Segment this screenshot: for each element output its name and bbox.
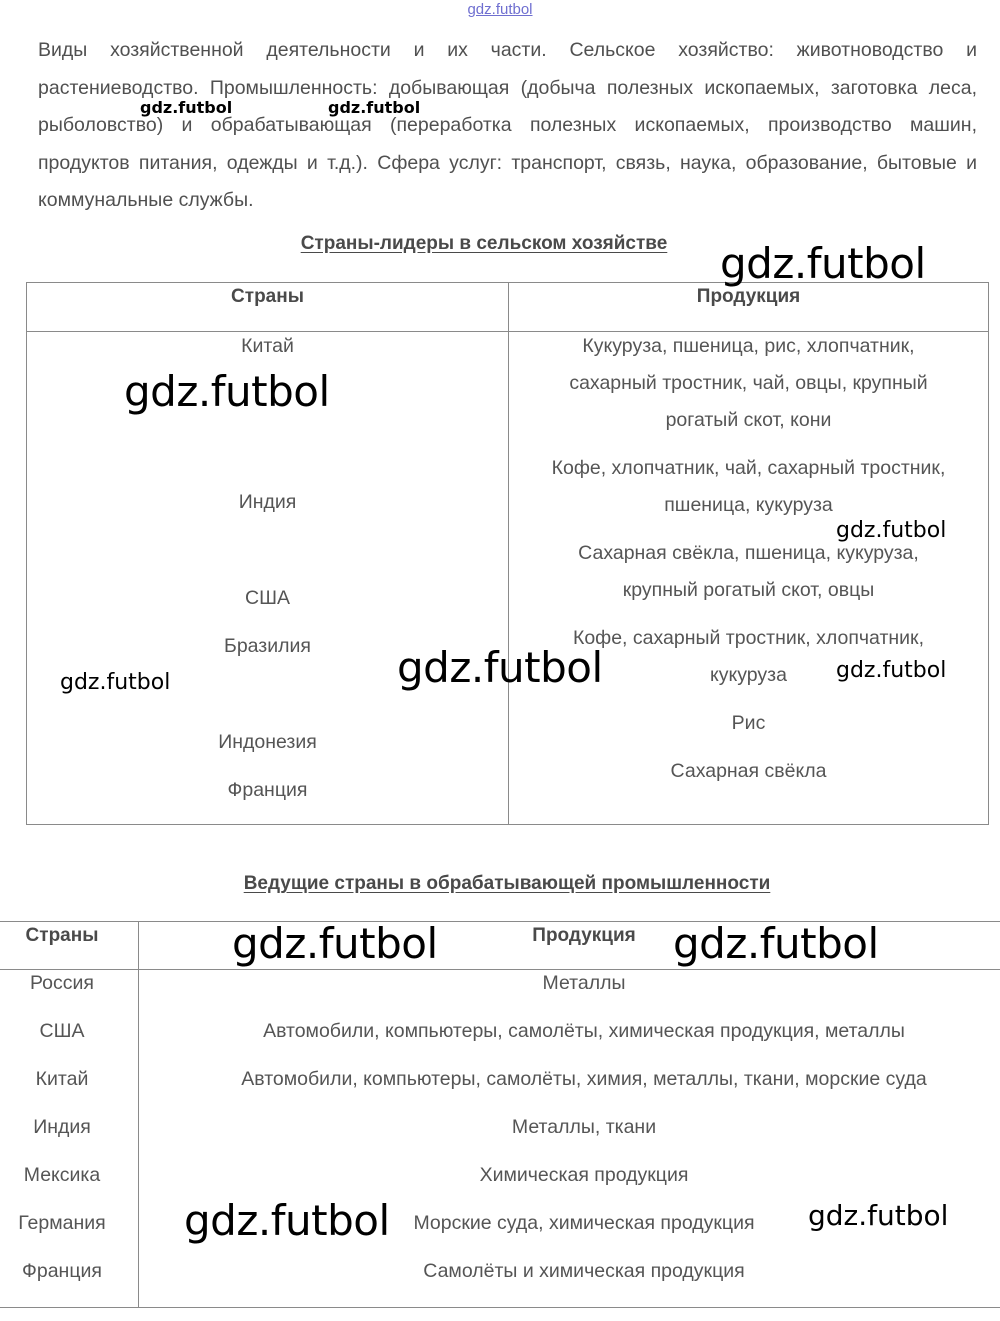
agriculture-product-line: Кофе, хлопчатник, чай, сахарный тростник, [551,457,946,479]
watermark: gdz.futbol [124,367,330,416]
agriculture-header-countries: Страны [231,286,304,307]
agriculture-product-line: сахарный тростник, чай, овцы, крупный [569,372,928,394]
industry-country: США [39,1020,85,1042]
agriculture-product-line: Кукуруза, пшеница, рис, хлопчатник, [582,335,915,357]
industry-product: Химическая продукция [479,1164,689,1186]
agriculture-product-line: Сахарная свёкла, пшеница, кукуруза, [578,542,919,564]
agriculture-product-line: Рис [731,712,766,734]
top-watermark-link[interactable]: gdz.futbol [467,1,533,18]
industry-table [0,921,1000,1308]
agriculture-product-line: пшеница, кукуруза [664,494,833,516]
agriculture-country: Индия [238,491,297,513]
industry-header-countries: Страны [25,925,99,946]
industry-country: Россия [30,972,94,994]
watermark: gdz.futbol [673,919,879,968]
watermark: gdz.futbol [808,1199,949,1232]
agriculture-product-line: Сахарная свёкла [670,760,827,782]
watermark: gdz.futbol [232,919,438,968]
industry-product: Металлы, ткани [511,1116,657,1138]
watermark: gdz.futbol [836,518,947,543]
watermark: gdz.futbol [60,670,171,695]
agriculture-product-line: Кофе, сахарный тростник, хлопчатник, [572,627,925,649]
agriculture-country: Индонезия [218,731,317,753]
watermark: gdz.futbol [836,658,947,683]
industry-product: Самолёты и химическая продукция [423,1260,745,1282]
industry-country: Китай [35,1068,89,1090]
agriculture-product-line: крупный рогатый скот, овцы [622,579,875,601]
industry-product: Автомобили, компьютеры, самолёты, химическая продукция, металлы [263,1020,905,1042]
intro-paragraph: Виды хозяйственной деятельности и их части. Сельское хозяйство: животноводство и растениеводство. Промышленность: добывающая (добыча полезных ископаемых, заготовка леса, рыболовство) и обрабатывающая (переработка полезных ископаемых, производство машин, продуктов питания, одежды и т.д.). Сфера услуг: транспорт, связь, наука, образование, бытовые и коммунальные службы. [38,39,977,211]
industry-header-products: Продукция [532,925,636,946]
industry-country: Германия [18,1212,106,1234]
agriculture-table-title: Страны-лидеры в сельском хозяйстве [300,233,668,254]
industry-product: Автомобили, компьютеры, самолёты, химия, металлы, ткани, морские суда [241,1068,927,1090]
industry-country: Индия [33,1116,91,1138]
agriculture-product-line: кукуруза [710,664,787,686]
watermark: gdz.futbol [328,98,421,117]
industry-product: Металлы [542,972,626,994]
watermark: gdz.futbol [397,643,603,692]
industry-country: Франция [22,1260,102,1282]
agriculture-table [26,282,989,825]
agriculture-header-products: Продукция [696,286,801,307]
watermark: gdz.futbol [184,1196,390,1245]
watermark: gdz.futbol [720,239,926,288]
agriculture-country: Китай [241,335,294,357]
agriculture-product-line: рогатый скот, кони [665,409,832,431]
agriculture-country: США [245,587,290,609]
industry-product: Морские суда, химическая продукция [413,1212,755,1234]
watermark: gdz.futbol [140,98,233,117]
industry-table-title: Ведущие страны в обрабатывающей промышленности [243,873,771,894]
agriculture-country: Бразилия [224,635,311,657]
agriculture-country: Франция [227,779,308,801]
industry-country: Мексика [23,1164,101,1186]
